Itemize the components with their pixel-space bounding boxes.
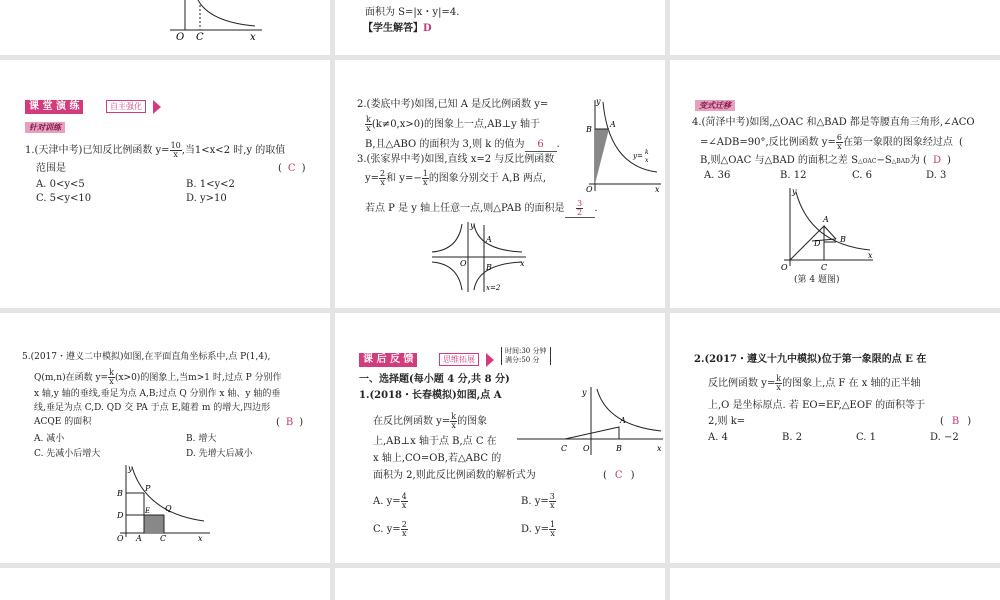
option-a: A. 减小 [34, 434, 65, 444]
question-2-line-2: $\frac{k}{x}$ (k≠0,x>0)的图象上一点,AB⊥y 轴于 [366, 115, 541, 133]
fraction: $\frac{10}{x}$ [170, 141, 181, 159]
answer-choice: ( B ) [276, 417, 304, 428]
svg-text:O: O [586, 185, 593, 194]
option-d: D. y= $\frac{1}{x}$ [521, 520, 556, 538]
figure-caption: (第 4 题图) [794, 275, 840, 285]
graph-question-2 [583, 96, 663, 196]
time-score-box: 时间:30 分钟 满分:50 分 [501, 347, 551, 365]
svg-text:A: A [136, 534, 142, 543]
option-d: D. −2 [930, 432, 959, 443]
question-1-line-2: 在反比例函数 y= $\frac{k}{x}$ 的图象 [373, 412, 488, 430]
answer-choice: ( B ) [940, 416, 972, 427]
svg-text:y: y [128, 464, 133, 473]
slide-practice [0, 60, 330, 308]
section-header: 课 堂 演 练 [25, 100, 83, 114]
slide-question-4 [670, 60, 1000, 308]
option-a: A. 4 [708, 432, 728, 443]
question-1-line-1: 1.(天津中考)已知反比例函数 y= $\frac{10}{x}$ ,当1<x<2 时,y 的取值 [25, 141, 286, 159]
option-c: C. y= $\frac{2}{x}$ [373, 520, 407, 538]
slide-top-left [0, 0, 330, 55]
graph-question-3 [428, 220, 528, 295]
hyperbola-graph [0, 0, 330, 55]
graph-question-5 [112, 463, 212, 543]
slide-homework [335, 313, 665, 563]
question-5-line-3: x 轴,y 轴的垂线,垂足为点 A,B;过点 Q 分别作 x 轴、y 轴的垂 [34, 389, 281, 399]
question-2-line-4: 2,则 k= [708, 416, 746, 427]
question-5-line-1: 5.(2017・遵义二中模拟)如图,在平面直角坐标系中,点 P(1,4), [22, 352, 271, 362]
question-5-line-5: ACQE 的面积 [34, 417, 92, 427]
svg-text:B: B [586, 125, 592, 134]
header-arrow-icon [153, 100, 161, 114]
svg-text:C: C [821, 263, 828, 272]
svg-text:B: B [840, 235, 846, 244]
question-5-line-4: 线,垂足为点 C,D. QD 交 PA 于点 E,随着 m 的增大,四边形 [34, 403, 271, 413]
svg-text:A: A [620, 416, 626, 425]
svg-text:y: y [582, 388, 587, 397]
section-subheader: 思维拓展 [439, 353, 479, 366]
answer-blank-2: 6 [525, 138, 557, 152]
student-answer-label: 【学生解答】D [363, 23, 432, 34]
area-formula-text: 面积为 S=|x・y|=4. [365, 7, 460, 18]
question-4-line-1: 4.(菏泽中考)如图,△OAC 和△BAD 都是等腰直角三角形,∠ACO [692, 117, 975, 128]
slide-top-center [335, 0, 665, 55]
question-1-line-1: 1.(2018・长春模拟)如图,点 A [359, 390, 502, 401]
svg-text:k: k [645, 149, 649, 156]
point-c-label: C [196, 32, 204, 43]
option-b: B. 2 [782, 432, 803, 443]
question-1-line-4: x 轴上,CO=OB,若△ABC 的 [373, 453, 502, 464]
svg-text:y: y [792, 187, 797, 196]
answer-choice: ( C ) [603, 470, 635, 481]
option-b: B. 增大 [186, 434, 217, 444]
training-tag: 针对训练 [25, 122, 65, 133]
answer-choice: ( C ) [278, 163, 306, 174]
svg-text:A: A [486, 235, 492, 244]
svg-text:x=2: x=2 [486, 284, 501, 292]
answer-blank-3: $\frac{3}{2}$ [576, 199, 583, 217]
question-5-line-2: Q(m,n)在函数 y= $\frac{k}{x}$ (x>0)的图象上,当m>1 时,过点 P 分别作 [34, 368, 282, 386]
graph-question-4 [778, 184, 878, 274]
question-3-line-1: 3.(张家界中考)如图,直线 x=2 与反比例函数 [357, 154, 555, 165]
svg-text:B: B [486, 263, 492, 272]
header-arrow-icon [486, 353, 494, 367]
x-axis-label: x [250, 32, 256, 43]
section-title: 一、选择题(每小题 4 分,共 8 分) [359, 374, 510, 385]
question-2-line-3: 上,O 是坐标原点. 若 EO=EF,△EOF 的面积等于 [708, 400, 926, 411]
svg-text:D: D [117, 511, 124, 520]
svg-text:x: x [868, 251, 873, 260]
option-d: D. 先增大后减小 [186, 449, 253, 459]
svg-text:B: B [117, 489, 123, 498]
svg-text:y: y [470, 221, 475, 230]
slide-question-2 [670, 313, 1000, 563]
svg-text:y: y [596, 97, 601, 106]
option-a: A. y= $\frac{4}{x}$ [373, 492, 407, 510]
answer-choice: D [932, 155, 941, 166]
option-c: C. 1 [856, 432, 877, 443]
svg-text:B: B [616, 444, 622, 453]
option-a: A. 36 [704, 170, 731, 181]
option-d: D. 3 [926, 170, 947, 181]
slide-bottom-right [670, 568, 1000, 600]
question-3-line-3: 若点 P 是 y 轴上任意一点,则△PAB 的面积是 $\frac{3}{2}$ . [365, 199, 598, 217]
svg-text:Q: Q [165, 504, 172, 513]
slide-questions-2-3 [335, 60, 665, 308]
option-a: A. 0<y<5 [36, 179, 85, 190]
option-b: B. 1<y<2 [186, 179, 235, 190]
question-2-line-1: 2.(娄底中考)如图,已知 A 是反比例函数 y= [357, 99, 549, 110]
option-c: C. 5<y<10 [36, 193, 92, 204]
slide-bottom-center [335, 568, 665, 600]
option-d: D. y>10 [186, 193, 227, 204]
svg-text:P: P [145, 484, 151, 493]
slide-top-right [670, 0, 1000, 55]
svg-text:D: D [814, 239, 821, 248]
question-1-line-3: 上,AB⊥x 轴于点 B,点 C 在 [373, 436, 497, 447]
section-subheader: 自主强化 [106, 100, 146, 113]
graph-question-1 [515, 385, 665, 460]
question-1-line-2: 范围是 [36, 163, 66, 174]
question-4-line-2: =∠ADB=90°,反比例函数 y= $\frac{6}{x}$ 在第一象限的图象经过点 ( [700, 133, 963, 151]
question-1-line-5: 面积为 2,则此反比例函数的解析式为 [373, 470, 536, 481]
svg-text:O: O [583, 444, 590, 453]
svg-text:y=: y= [633, 152, 643, 160]
svg-text:x: x [520, 259, 525, 268]
svg-text:O: O [460, 259, 467, 268]
option-b: B. y= $\frac{3}{x}$ [521, 492, 555, 510]
question-2-line-1: 2.(2017・遵义十九中模拟)位于第一象限的点 E 在 [694, 354, 927, 365]
svg-text:A: A [823, 215, 829, 224]
svg-text:x: x [645, 157, 649, 164]
question-2-line-3: B,且△ABO 的面积为 3,则 k 的值为 6 . [365, 139, 560, 150]
origin-label: O [176, 32, 185, 43]
option-c: C. 6 [852, 170, 873, 181]
option-c: C. 先减小后增大 [34, 449, 101, 459]
svg-text:O: O [117, 534, 124, 543]
variation-tag: 变式迁移 [695, 100, 735, 111]
student-answer: D [423, 23, 432, 34]
svg-text:E: E [145, 507, 151, 515]
section-header: 课 后 反 馈 [359, 353, 417, 367]
svg-text:x: x [657, 444, 662, 453]
svg-text:C: C [160, 534, 167, 543]
question-2-line-2: 反比例函数 y= $\frac{k}{x}$ 的图象上,点 F 在 x 轴的正半轴 [708, 374, 921, 392]
slide-bottom-left [0, 568, 330, 600]
svg-text:A: A [610, 120, 616, 129]
svg-text:O: O [781, 263, 788, 272]
svg-text:x: x [198, 534, 203, 543]
svg-text:C: C [561, 444, 568, 453]
svg-text:x: x [655, 185, 660, 194]
question-3-line-2: y= $\frac{2}{x}$ 和 y=− $\frac{1}{x}$ 的图象分别交于 A,B 两点, [365, 169, 547, 187]
question-4-line-3: B,则△OAC 与△BAD 的面积之差 S△OAC−S△BAD为 ( D ) [700, 155, 951, 166]
option-b: B. 12 [780, 170, 807, 181]
slide-question-5 [0, 313, 330, 563]
